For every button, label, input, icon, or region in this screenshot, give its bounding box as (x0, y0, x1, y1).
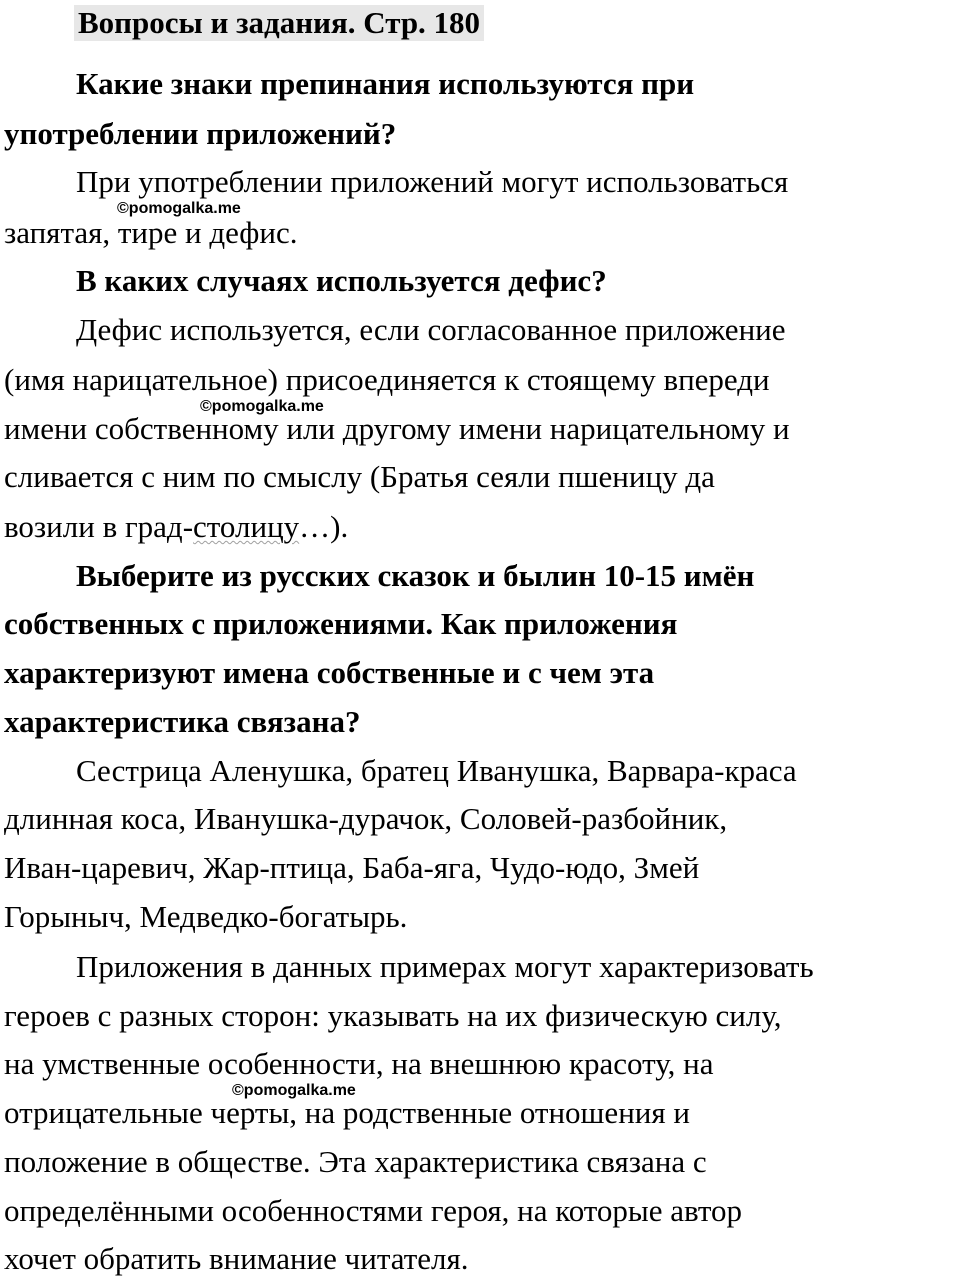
watermark-2: ©pomogalka.me (200, 398, 324, 415)
answer-2-text-after: …). (299, 509, 349, 544)
question-3-line-3: характеризуют имена собственные и с чем эта (4, 655, 655, 690)
answer-3-examples-line-2: длинная коса, Иванушка-дурачок, Соловей-разбойник, (4, 801, 728, 836)
section-header: Вопросы и задания. Стр. 180 (74, 5, 484, 41)
watermark-3: ©pomogalka.me (232, 1082, 356, 1099)
question-3-line-4: характеристика связана? (4, 704, 361, 739)
watermark-1: ©pomogalka.me (117, 200, 241, 217)
question-2-line-1: В каких случаях используется дефис? (76, 263, 607, 298)
answer-3-explanation-line-6: определёнными особенностями героя, на которые автор (4, 1193, 743, 1228)
answer-3-examples-line-1: Сестрица Аленушка, братец Иванушка, Варвара-краса (76, 753, 797, 788)
answer-3-explanation-line-5: положение в обществе. Эта характеристика связана с (4, 1144, 707, 1179)
answer-3-explanation-line-7: хочет обратить внимание читателя. (4, 1241, 469, 1276)
answer-2-line-2: (имя нарицательное) присоединяется к стоящему впереди (4, 362, 770, 397)
answer-3-examples-line-4: Горыныч, Медведко-богатырь. (4, 899, 408, 934)
answer-2-line-4: сливается с ним по смыслу (Братья сеяли пшеницу да (4, 459, 715, 494)
spellcheck-marked-word: столицу (193, 509, 300, 544)
answer-3-explanation-line-2: героев с разных сторон: указывать на их физическую силу, (4, 998, 782, 1033)
answer-2-text-before: возили в град- (4, 509, 194, 544)
question-1-line-1: Какие знаки препинания используются при (76, 66, 695, 101)
answer-1-line-1: При употреблении приложений могут использоваться (76, 164, 789, 199)
question-1-line-2: употреблении приложений? (4, 116, 397, 151)
question-3-line-1: Выберите из русских сказок и былин 10-15 имён (76, 558, 755, 593)
answer-2-line-3: имени собственному или другому имени нарицательному и (4, 411, 790, 446)
question-3-line-2: собственных с приложениями. Как приложения (4, 606, 678, 641)
answer-2-line-1: Дефис используется, если согласованное приложение (76, 312, 786, 347)
answer-2-line-5 (4, 510, 348, 544)
answer-3-explanation-line-1: Приложения в данных примерах могут характеризовать (76, 949, 814, 984)
answer-3-examples-line-3: Иван-царевич, Жар-птица, Баба-яга, Чудо-юдо, Змей (4, 850, 700, 885)
answer-1-line-2: запятая, тире и дефис. (4, 215, 298, 250)
answer-3-explanation-line-4: отрицательные черты, на родственные отношения и (4, 1095, 690, 1130)
answer-3-explanation-line-3: на умственные особенности, на внешнюю красоту, на (4, 1046, 714, 1081)
